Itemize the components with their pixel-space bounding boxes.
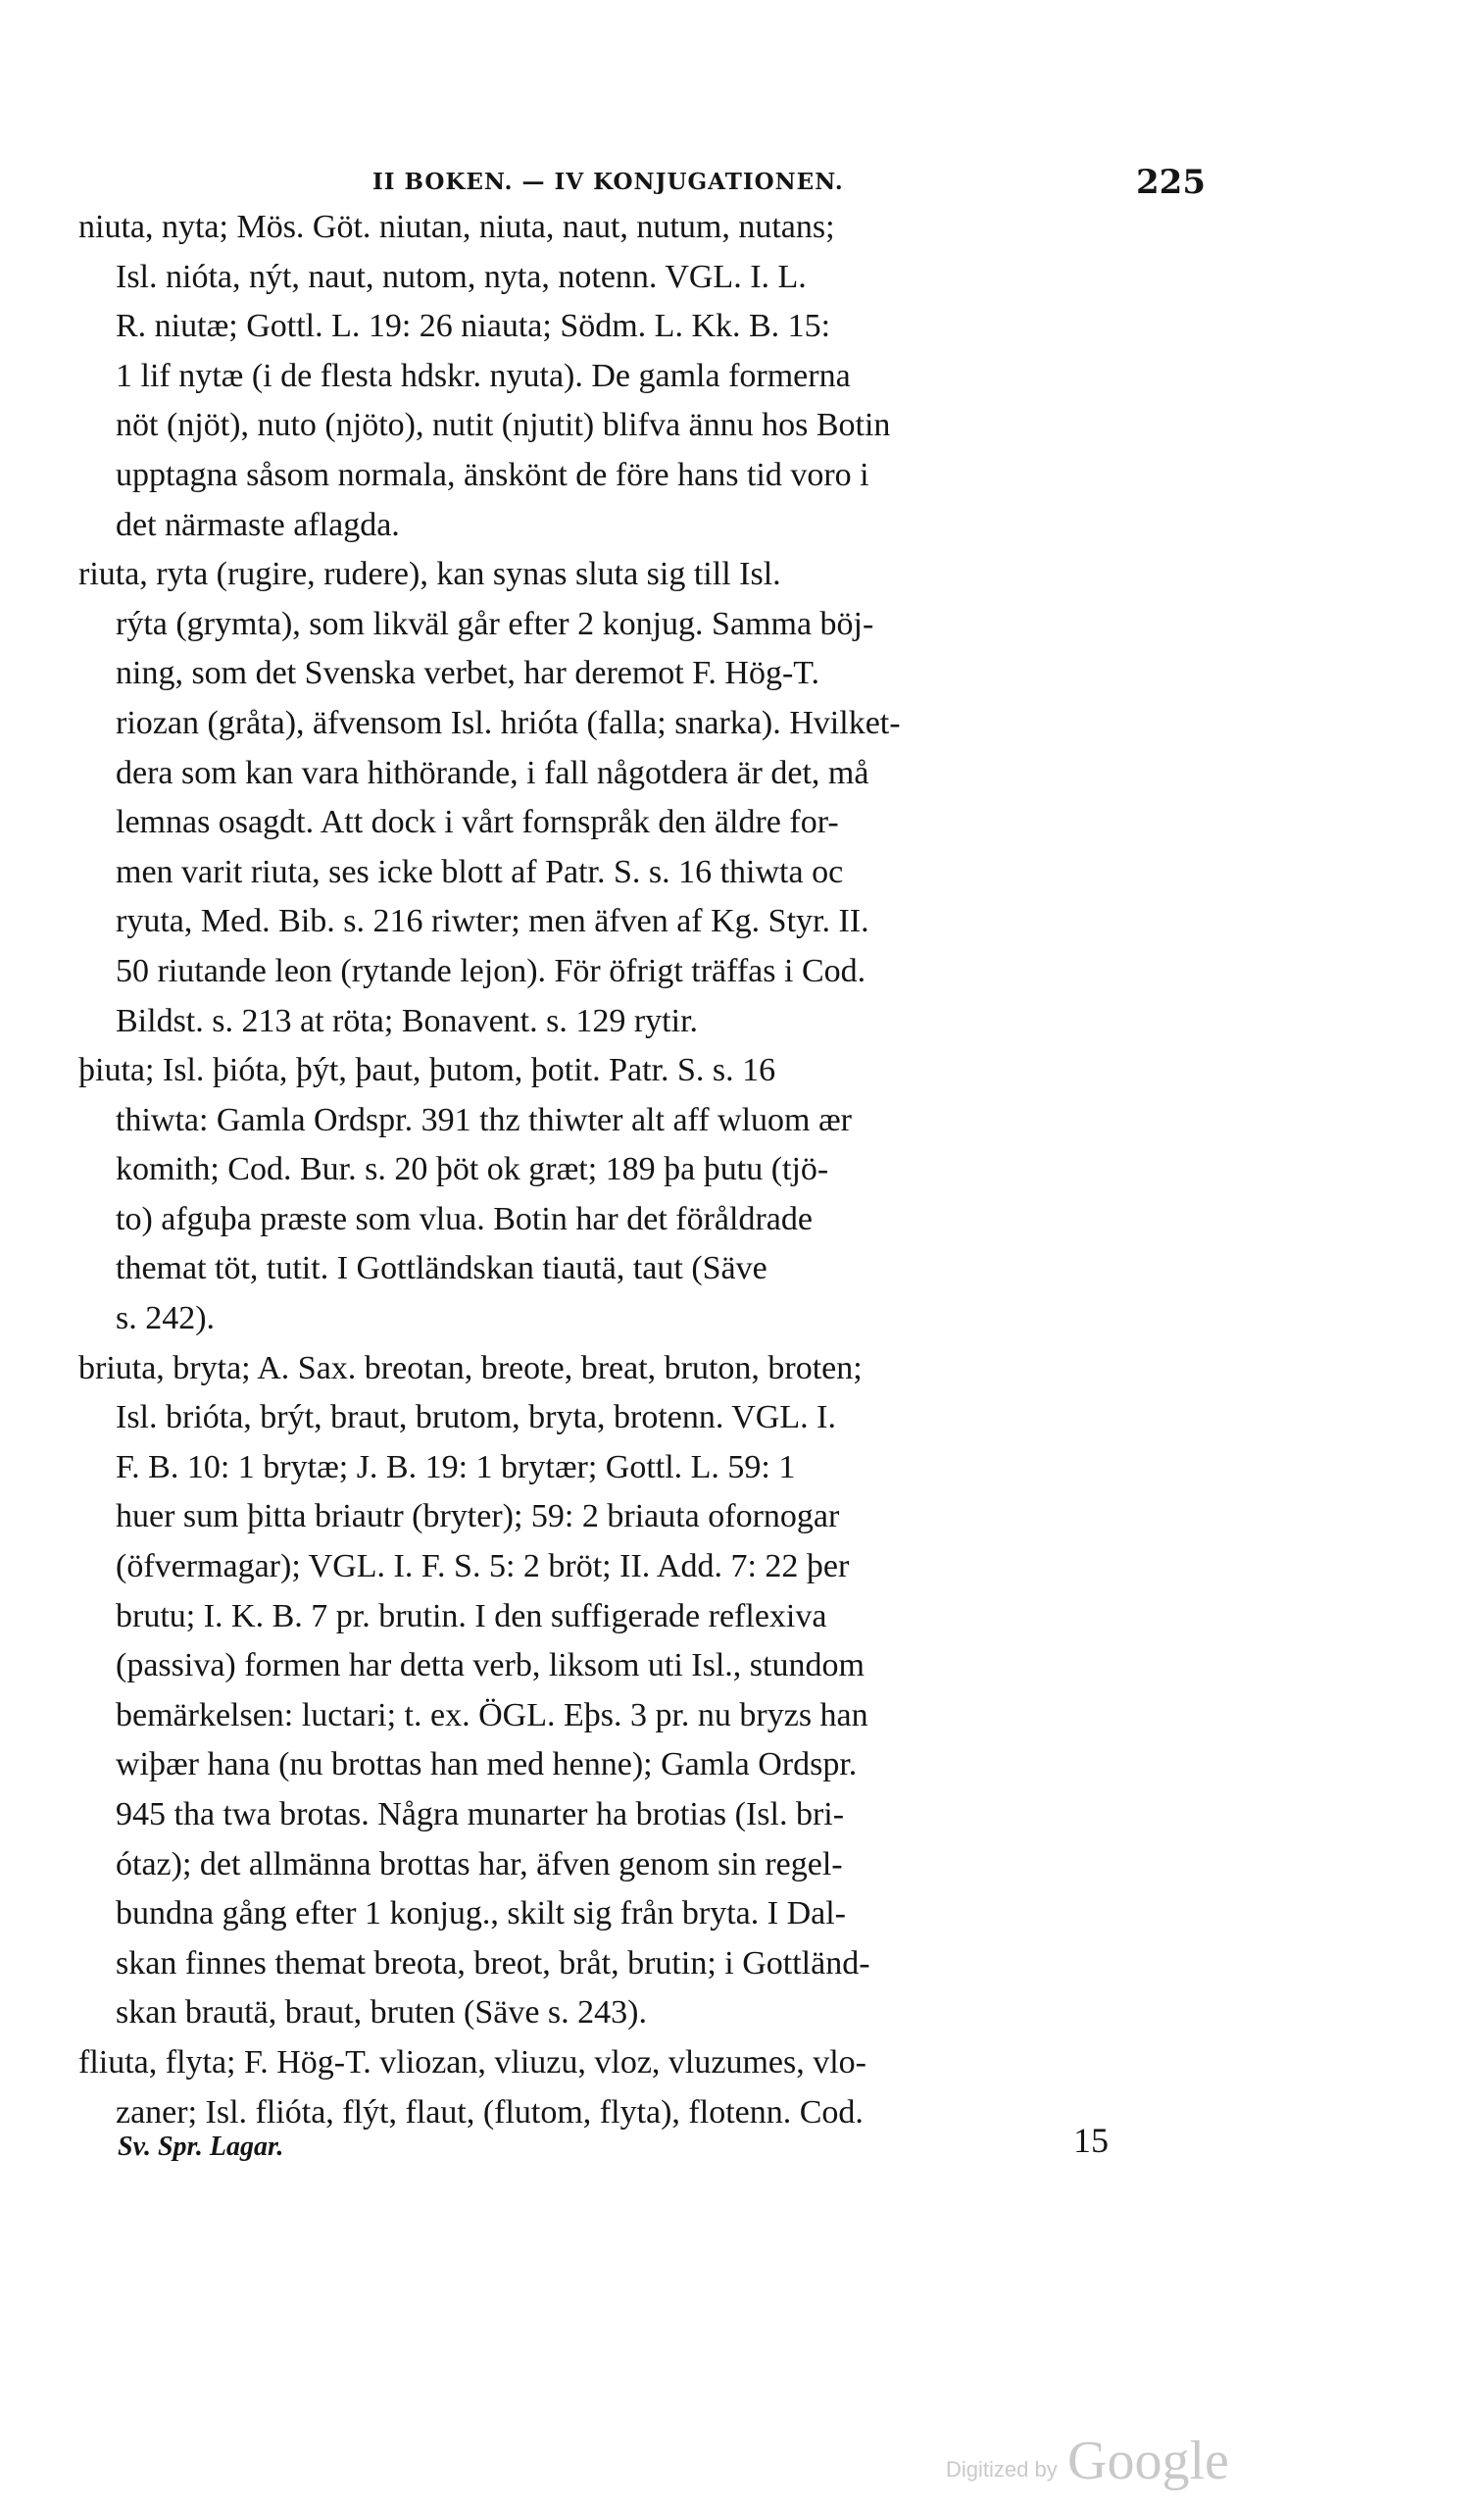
text-line: skan finnes themat breota, breot, bråt, brutin; i Gottländ- — [116, 1944, 870, 1981]
text-line: to) afguþa præste som vlua. Botin har det föråldrade — [116, 1200, 813, 1237]
text-line: det närmaste aflagda. — [116, 506, 400, 543]
signature-mark: 15 — [1073, 2121, 1109, 2160]
digitized-watermark — [946, 2430, 1260, 2491]
text-line: thiwta: Gamla Ordspr. 391 thz thiwter alt aff wluom ær — [116, 1101, 853, 1138]
text-line: zaner; Isl. flióta, flýt, flaut, (flutom, flyta), flotenn. Cod. — [116, 2093, 864, 2131]
page-footer — [118, 2121, 1117, 2171]
text-line: ryuta, Med. Bib. s. 216 riwter; men äfven af Kg. Styr. II. — [116, 903, 869, 940]
text-line: 945 tha twa brotas. Några munarter ha brotias (Isl. bri- — [116, 1796, 845, 1832]
watermark-brand-logo: Google — [1067, 2431, 1229, 2491]
text-line: komith; Cod. Bur. s. 20 þöt ok græt; 189 þa þutu (tjö- — [116, 1151, 829, 1188]
text-line: R. niutæ; Gottl. L. 19: 26 niauta; Södm. L. Kk. B. 15: — [116, 308, 831, 345]
text-line: Isl. nióta, nýt, naut, nutom, nyta, notenn. VGL. I. L. — [116, 258, 807, 295]
text-line: s. 242). — [116, 1300, 216, 1337]
text-line: wiþær hana (nu brottas han med henne); Gamla Ordspr. — [116, 1746, 858, 1783]
text-line: riuta, ryta (rugire, rudere), kan synas sluta sig till Isl. — [78, 556, 781, 593]
text-line: ning, som det Svenska verbet, har deremot F. Hög-T. — [116, 655, 820, 692]
text-line: 50 riutande leon (rytande lejon). För öfrigt träffas i Cod. — [116, 952, 866, 989]
text-line: themat töt, tutit. I Gottländskan tiautä, taut (Säve — [116, 1250, 767, 1287]
text-line: Isl. brióta, brýt, braut, brutom, bryta, brotenn. VGL. I. — [116, 1399, 836, 1436]
page-number: 225 — [1136, 163, 1206, 202]
text-line: lemnas osagdt. Att dock i vårt fornspråk den äldre for- — [116, 804, 839, 841]
text-line: 1 lif nytæ (i de flesta hdskr. nyuta). De gamla formerna — [116, 357, 851, 394]
footer-title: Sv. Spr. Lagar. — [118, 2132, 284, 2162]
text-line: bundna gång efter 1 konjug., skilt sig från bryta. I Dal- — [116, 1895, 846, 1932]
text-line: riozan (gråta), äfvensom Isl. hrióta (falla; snarka). Hvilket- — [116, 704, 901, 741]
text-line: Bildst. s. 213 at röta; Bonavent. s. 129 rytir. — [116, 1002, 699, 1039]
text-line: (öfvermagar); VGL. I. F. S. 5: 2 bröt; II. Add. 7: 22 þer — [116, 1548, 850, 1585]
text-line: brutu; I. K. B. 7 pr. brutin. I den suffigerade reflexiva — [116, 1597, 827, 1634]
text-line: skan brautä, braut, bruten (Säve s. 243). — [116, 1994, 647, 2031]
text-line: dera som kan vara hithörande, i fall någotdera är det, må — [116, 754, 869, 791]
text-body — [78, 203, 1206, 2137]
text-line: nöt (njöt), nuto (njöto), nutit (njutit) blifva ännu hos Botin — [116, 407, 891, 444]
page-header — [78, 157, 1206, 202]
text-line: briuta, bryta; A. Sax. breotan, breote, breat, bruton, broten; — [78, 1349, 863, 1386]
text-line: huer sum þitta briautr (bryter); 59: 2 briauta ofornogar — [116, 1498, 840, 1535]
text-line: bemärkelsen: luctari; t. ex. ÖGL. Eþs. 3 pr. nu bryzs han — [116, 1696, 868, 1733]
text-line: F. B. 10: 1 brytæ; J. B. 19: 1 brytær; Gottl. L. 59: 1 — [116, 1448, 796, 1485]
text-line: ótaz); det allmänna brottas har, äfven genom sin regel- — [116, 1845, 843, 1882]
text-line: niuta, nyta; Mös. Göt. niutan, niuta, naut, nutum, nutans; — [78, 209, 835, 245]
running-title: II BOKEN. — IV KONJUGATIONEN. — [372, 169, 844, 195]
text-line: rýta (grymta), som likväl går efter 2 konjug. Samma böj- — [116, 605, 874, 642]
text-line: þiuta; Isl. þióta, þýt, þaut, þutom, þotit. Patr. S. s. 16 — [78, 1052, 776, 1089]
text-line: fliuta, flyta; F. Hög-T. vliozan, vliuzu, vloz, vluzumes, vlo- — [78, 2043, 866, 2081]
watermark-digitized-text: Digitized by — [946, 2457, 1058, 2482]
text-line: upptagna såsom normala, änskönt de före hans tid voro i — [116, 456, 869, 493]
text-line: (passiva) formen har detta verb, liksom uti Isl., stundom — [116, 1647, 865, 1684]
text-line: men varit riuta, ses icke blott af Patr. S. s. 16 thiwta oc — [116, 853, 844, 890]
